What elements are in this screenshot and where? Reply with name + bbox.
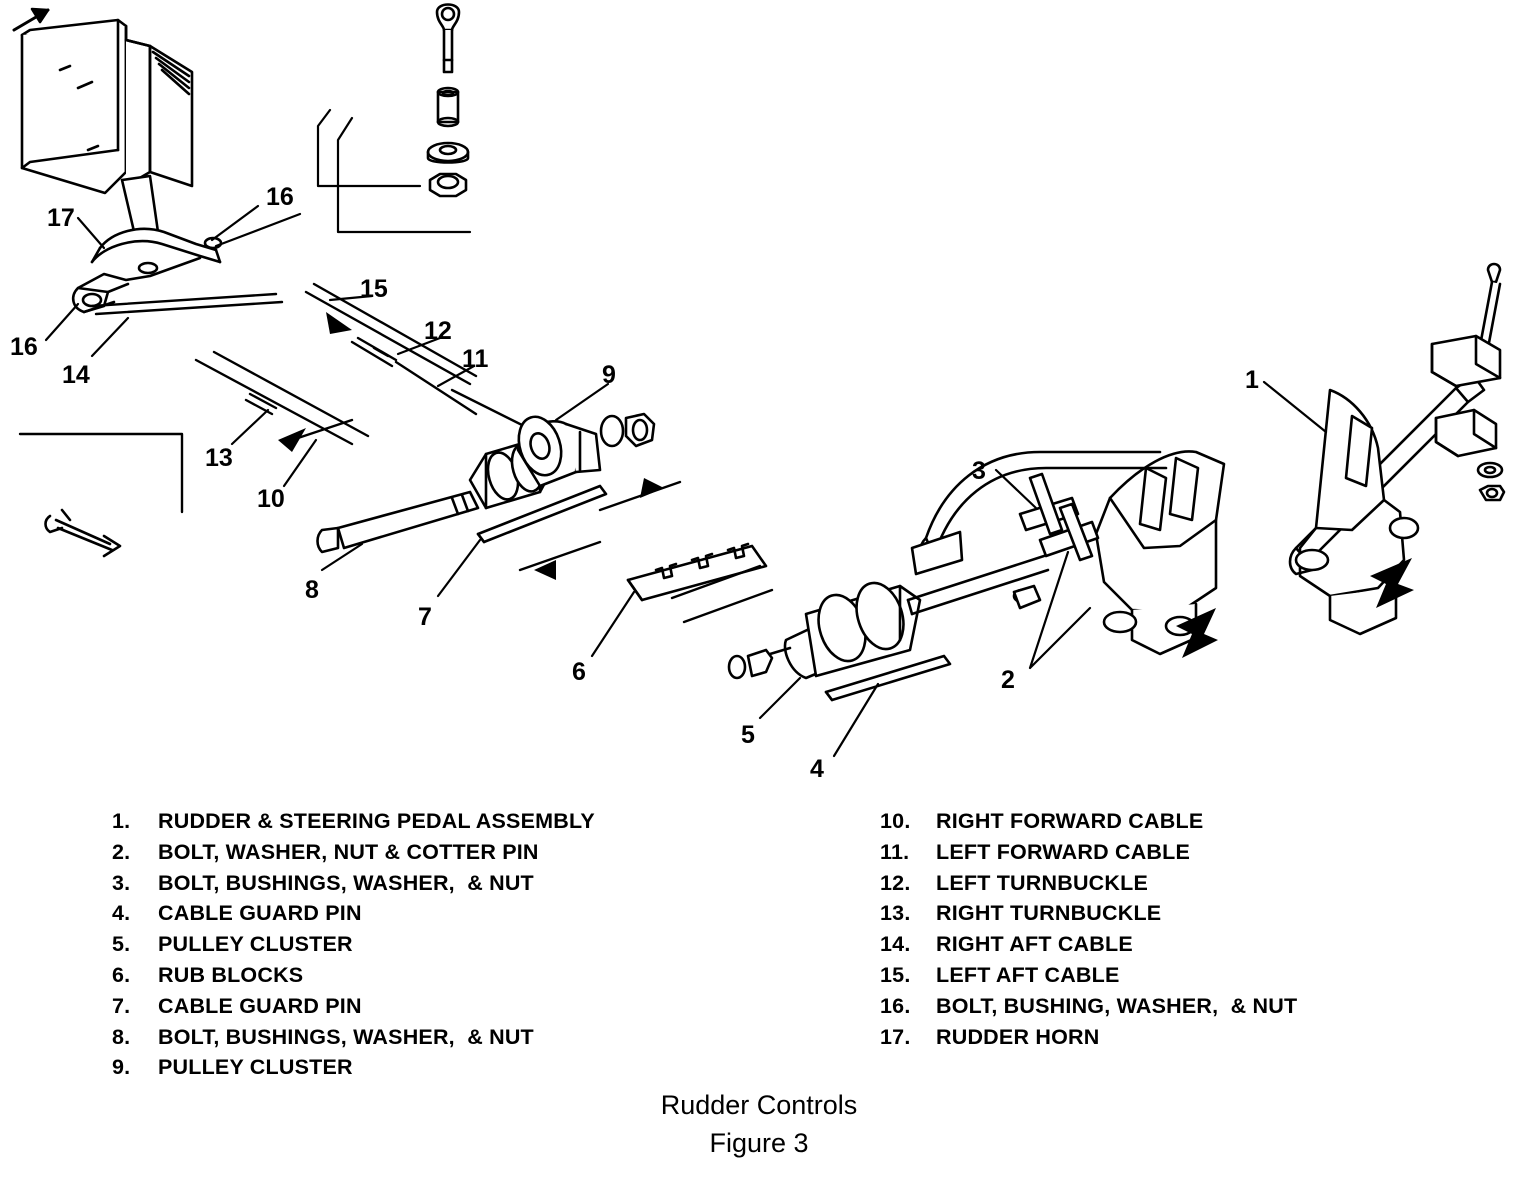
cotter-pin (46, 510, 121, 556)
legend-item-label: RIGHT TURNBUCKLE (936, 901, 1162, 926)
legend-item-number: 16. (880, 993, 911, 1018)
legend-item-label: RUDDER & STEERING PEDAL ASSEMBLY (158, 809, 595, 833)
list-item (880, 806, 1297, 837)
legend-item-number: 3. (112, 870, 131, 895)
legend-item-number: 2. (112, 839, 131, 864)
list-item (112, 960, 595, 991)
list-item (880, 960, 1297, 991)
callout-4: 4 (810, 755, 824, 783)
list-item (112, 898, 595, 929)
rudder-pedal-assembly (22, 20, 221, 312)
list-item (880, 837, 1297, 868)
rub-blocks (520, 478, 772, 622)
callout-2: 2 (1001, 666, 1015, 694)
forward-pulley-cluster (318, 411, 655, 552)
callout-17: 17 (47, 204, 75, 232)
callout-8: 8 (305, 576, 319, 604)
legend-column-left (112, 806, 595, 1083)
callout-11: 11 (462, 345, 489, 373)
hardware-stack-bolt-bushing-washer-nut (428, 5, 468, 197)
legend-item-label: RIGHT FORWARD CABLE (936, 809, 1204, 833)
list-item (880, 1022, 1297, 1053)
list-item (112, 929, 595, 960)
callout-5: 5 (741, 721, 755, 749)
callout-12: 12 (424, 317, 452, 345)
callout-15: 15 (360, 275, 388, 303)
legend-item-number: 15. (880, 962, 911, 987)
figure-number: Figure 3 (709, 1128, 809, 1158)
control-cables (20, 284, 540, 512)
callout-3: 3 (972, 457, 986, 485)
legend-item-label: RIGHT AFT CABLE (936, 932, 1133, 957)
legend-column-right (880, 806, 1297, 1052)
parts-legend (0, 806, 1518, 1080)
callout-10: 10 (257, 485, 285, 513)
callout-9: 9 (602, 361, 616, 389)
list-item (112, 1052, 595, 1083)
callout-7: 7 (418, 603, 432, 631)
legend-item-label: RUB BLOCKS (158, 962, 304, 987)
list-item (112, 991, 595, 1022)
legend-item-label: LEFT FORWARD CABLE (936, 839, 1191, 864)
callout-14: 14 (62, 361, 90, 389)
legend-item-number: 1. (112, 809, 131, 833)
list-item (112, 837, 595, 868)
legend-item-label: BOLT, WASHER, NUT & COTTER PIN (158, 839, 539, 864)
legend-item-number: 17. (880, 1024, 911, 1049)
legend-item-label: CABLE GUARD PIN (158, 993, 362, 1018)
legend-item-label: BOLT, BUSHINGS, WASHER, & NUT (158, 870, 534, 895)
legend-item-number: 13. (880, 901, 911, 926)
legend-item-number: 10. (880, 809, 911, 833)
legend-item-number: 5. (112, 932, 131, 957)
callout-1: 1 (1245, 366, 1259, 394)
legend-item-number: 4. (112, 901, 131, 926)
legend-item-label: PULLEY CLUSTER (158, 932, 353, 957)
legend-item-label: LEFT TURNBUCKLE (936, 870, 1149, 895)
legend-item-number: 8. (112, 1024, 131, 1049)
list-item (880, 929, 1297, 960)
legend-item-label: RUDDER HORN (936, 1024, 1100, 1049)
callout-13: 13 (205, 444, 233, 472)
list-item (880, 868, 1297, 899)
legend-item-label: LEFT AFT CABLE (936, 962, 1120, 987)
direction-arrow-topleft (14, 9, 48, 30)
legend-item-number: 12. (880, 870, 911, 895)
legend-item-number: 11. (880, 839, 910, 864)
list-item (112, 1022, 595, 1053)
legend-item-label: CABLE GUARD PIN (158, 901, 362, 926)
legend-item-number: 14. (880, 932, 911, 957)
figure-title: Rudder Controls (660, 1090, 858, 1120)
callout-16-upper: 16 (266, 183, 294, 211)
list-item (880, 991, 1297, 1022)
list-item (880, 898, 1297, 929)
callout-6: 6 (572, 658, 586, 686)
rudder-steering-pedal-assembly-right (912, 264, 1504, 654)
legend-item-label: BOLT, BUSHINGS, WASHER, & NUT (158, 1024, 534, 1049)
callout-16-lower: 16 (10, 333, 38, 361)
legend-item-label: BOLT, BUSHING, WASHER, & NUT (936, 993, 1298, 1018)
legend-item-number: 9. (112, 1055, 131, 1080)
list-item (112, 868, 595, 899)
legend-item-label: PULLEY CLUSTER (158, 1055, 353, 1080)
legend-item-number: 6. (112, 962, 131, 987)
legend-item-number: 7. (112, 993, 131, 1018)
list-item (112, 806, 595, 837)
